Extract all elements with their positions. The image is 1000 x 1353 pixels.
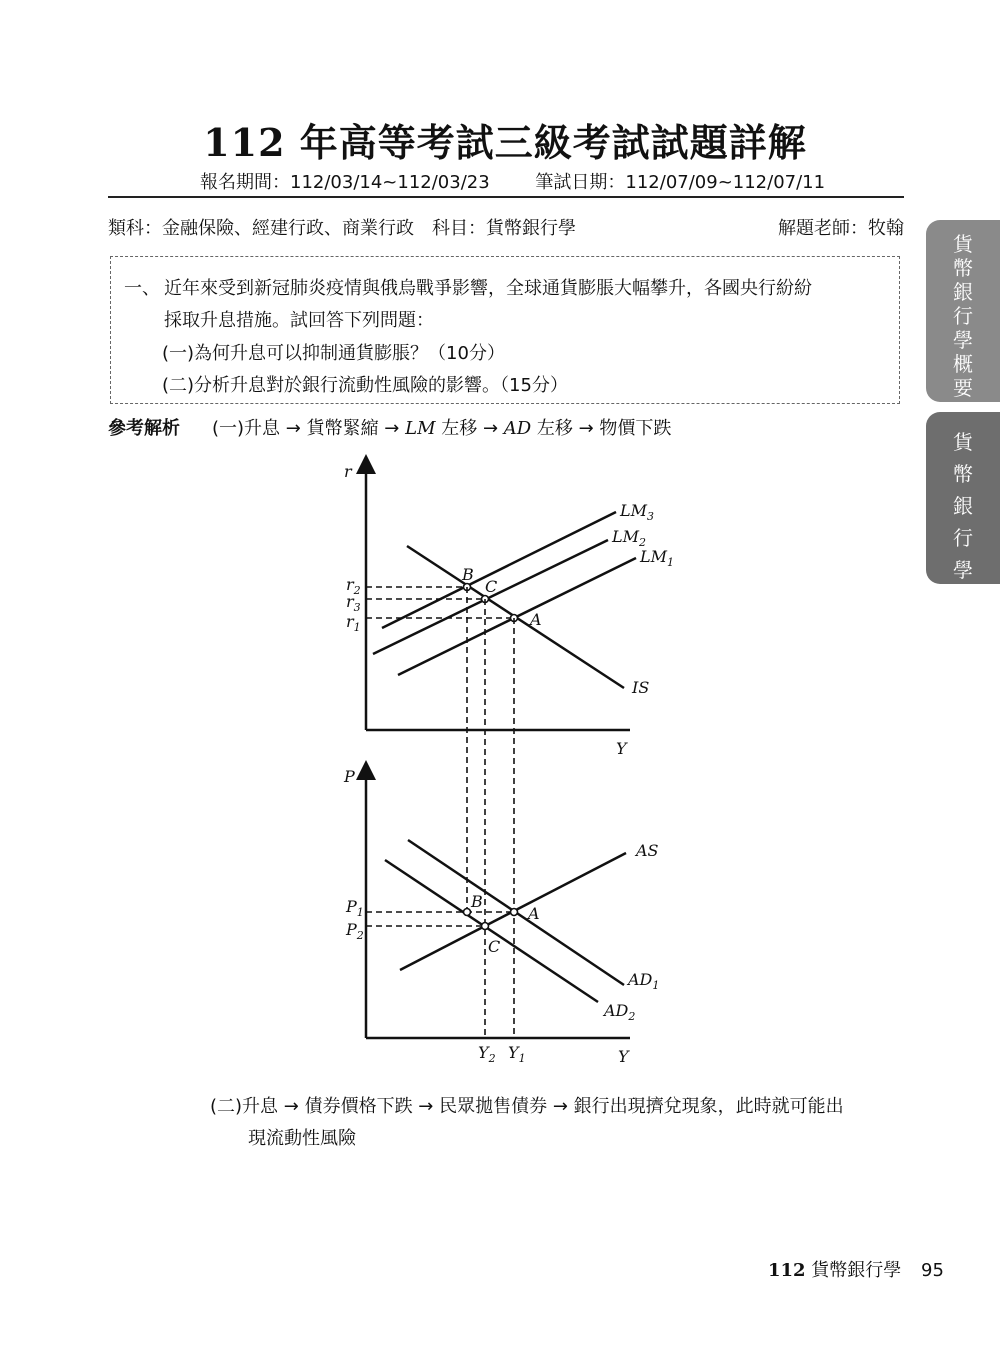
answer-part-1-prefix: (一)升息 → 貨幣緊縮 → <box>212 418 406 439</box>
tick-r1: $r_1$ <box>346 612 361 634</box>
tick-P2: $P_2$ <box>346 920 364 942</box>
footer-subject: 貨幣銀行學 <box>805 1260 902 1281</box>
side-tab-char: 行 <box>953 304 973 328</box>
side-tab-char: 貨 <box>953 232 973 256</box>
asad-y-label: Y <box>618 1047 629 1066</box>
question-sub-2: (二)分析升息對於銀行流動性風險的影響。（15分） <box>162 375 568 396</box>
page-footer <box>768 1256 944 1282</box>
side-tab-overview[interactable] <box>926 220 1000 402</box>
answer-part-1-suffix: 左移 → 物價下跌 <box>531 418 672 439</box>
category-subject: 類科：金融保險、經建行政、商業行政 科目：貨幣銀行學 <box>108 218 576 239</box>
curve-label-lm3: $LM_3$ <box>620 501 655 523</box>
registration-period: 報名期間：112/03/14~112/03/23 <box>200 172 490 193</box>
question-sub-1: (一)為何升息可以抑制通貨膨脹？（10分） <box>162 343 505 364</box>
curve-ad2 <box>385 860 598 1002</box>
footer-year: 112 <box>768 1260 806 1281</box>
answer-ad: AD <box>503 418 532 439</box>
answer-label: 參考解析 <box>108 418 180 439</box>
answer-part-2-line-2: 現流動性風險 <box>248 1128 356 1149</box>
tick-r3: $r_3$ <box>346 592 361 614</box>
curve-label-is: IS <box>632 678 650 697</box>
point-label-c: C <box>485 577 498 596</box>
point-label-b: B <box>462 565 474 584</box>
side-tab-char: 要 <box>953 376 973 400</box>
curve-label-as: AS <box>636 841 659 860</box>
islm-r-label: r <box>344 462 352 481</box>
side-tab-char: 貨 <box>953 430 973 454</box>
tick-Y2: $Y_2$ <box>478 1043 496 1065</box>
side-tab-char: 概 <box>953 352 973 376</box>
curve-label-lm1: $LM_1$ <box>640 547 675 569</box>
answer-part-1-mid: 左移 → <box>435 418 504 439</box>
page-number: 95 <box>921 1260 944 1281</box>
point-label-a: A <box>530 610 542 629</box>
curve-lm2 <box>373 540 608 654</box>
question-line-2: 採取升息措施。試回答下列問題： <box>164 310 434 331</box>
point-c <box>482 923 489 930</box>
tick-P1: $P_1$ <box>346 897 364 919</box>
side-tab-char: 銀 <box>953 494 973 518</box>
curve-label-ad1: $AD_1$ <box>628 970 660 992</box>
page-title: 112 年高等考試三級考試試題詳解 <box>203 120 807 165</box>
tick-r2: $r_2$ <box>346 575 361 597</box>
point-label-b: B <box>471 892 483 911</box>
point-b <box>464 909 471 916</box>
exam-date: 筆試日期：112/07/09~112/07/11 <box>535 172 826 193</box>
curve-label-lm2: $LM_2$ <box>612 527 647 549</box>
side-tab-char: 幣 <box>953 462 973 486</box>
side-tab-char: 行 <box>953 526 973 550</box>
tick-Y1: $Y_1$ <box>508 1043 526 1065</box>
curve-label-ad2: $AD_2$ <box>604 1001 636 1023</box>
islm-y-label: Y <box>616 739 627 758</box>
question-number: 一、 <box>124 278 160 299</box>
point-label-a: A <box>528 904 540 923</box>
point-a <box>511 909 518 916</box>
asad-p-label: P <box>344 767 355 786</box>
point-label-c: C <box>488 937 501 956</box>
side-tab-money-banking[interactable] <box>926 412 1000 584</box>
curve-lm3 <box>382 512 616 628</box>
side-tab-char: 學 <box>953 328 973 352</box>
side-tab-char: 學 <box>953 558 973 582</box>
answer-part-2-line-1: (二)升息 → 債券價格下跌 → 民眾拋售債券 → 銀行出現擠兌現象，此時就可能出 <box>210 1096 844 1117</box>
side-tab-char: 銀 <box>953 280 973 304</box>
side-tab-char: 幣 <box>953 256 973 280</box>
question-line-1: 近年來受到新冠肺炎疫情與俄烏戰爭影響，全球通貨膨脹大幅攀升，各國央行紛紛 <box>164 278 812 299</box>
teacher-name: 解題老師：牧翰 <box>778 218 904 239</box>
answer-lm: LM <box>405 418 436 439</box>
